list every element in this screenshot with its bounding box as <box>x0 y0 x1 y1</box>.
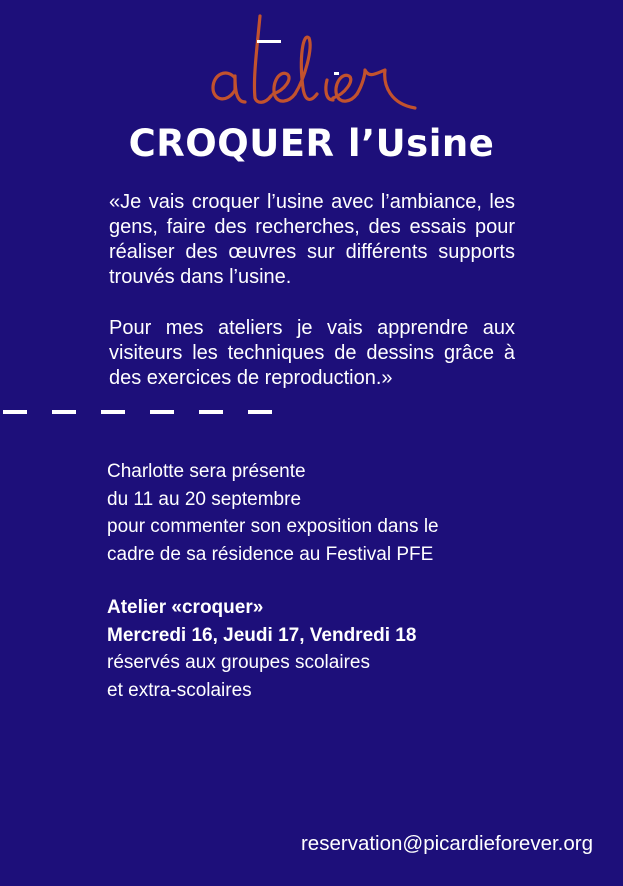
atelier-audience-line-2: et extra-scolaires <box>107 679 252 701</box>
quote-block <box>109 190 515 417</box>
atelier-audience-line-1: réservés aux groupes scolaires <box>107 652 370 673</box>
page-title: CROQUER l’Usine <box>128 122 495 165</box>
info-line-presence: Charlotte sera présente <box>107 461 306 482</box>
quote-paragraph-2: Pour mes ateliers je vais apprendre aux visiteurs les techniques de dessins grâce à des exercices de reproduction.» <box>109 317 515 389</box>
info-line-exhibition: pour commenter son exposition dans le <box>107 516 439 537</box>
atelier-logo <box>205 8 420 118</box>
info-block <box>107 458 567 704</box>
atelier-days: Mercredi 16, Jeudi 17, Vendredi 18 <box>107 624 417 646</box>
info-line-dates: du 11 au 20 septembre <box>107 488 302 510</box>
dashed-divider <box>0 410 290 420</box>
atelier-title: Atelier «croquer» <box>107 597 264 618</box>
reservation-email[interactable]: reservation@picardieforever.org <box>300 832 593 855</box>
quote-paragraph-1: «Je vais croquer l’usine avec l’ambiance, les gens, faire des recherches, des essais pour réaliser des œuvres sur différents supports trouvés dans l’usine. <box>109 191 515 288</box>
info-line-residence: cadre de sa résidence au Festival PFE <box>107 543 434 565</box>
